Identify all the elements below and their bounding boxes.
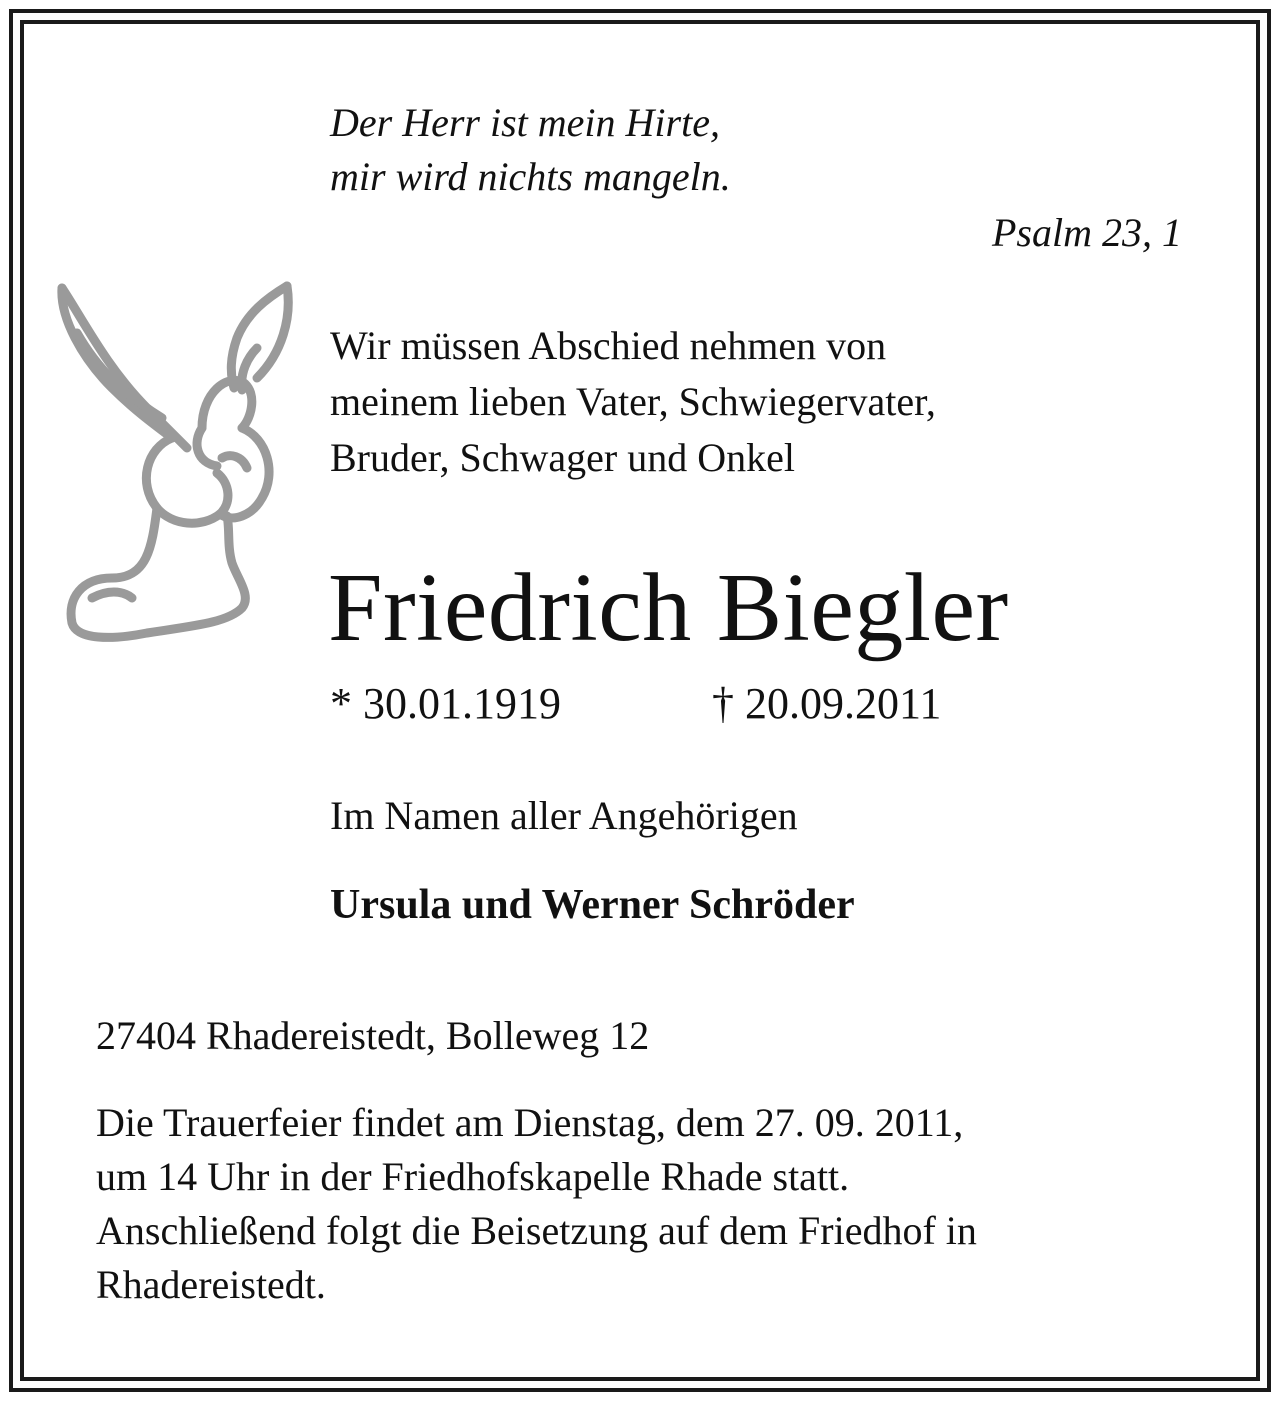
birth-date: * 30.01.1919 xyxy=(330,679,561,728)
psalm-quote: Der Herr ist mein Hirte, mir wird nichts mangeln. xyxy=(330,100,731,199)
deceased-name: Friedrich Biegler xyxy=(328,554,1009,662)
family-names: Ursula und Werner Schröder xyxy=(330,882,855,928)
death-date: † 20.09.2011 xyxy=(712,679,942,728)
psalm-reference: Psalm 23, 1 xyxy=(992,210,1182,255)
funeral-notice: Die Trauerfeier findet am Dienstag, dem 27. 09. 2011, um 14 Uhr in der Friedhofskapelle Rhade statt. Anschließend folgt die Beisetzung auf dem Friedhof in Rhadereistedt. xyxy=(96,1100,977,1307)
farewell-intro: Wir müssen Abschied nehmen von meinem lieben Vater, Schwiegervater, Bruder, Schwager und Onkel xyxy=(330,323,936,480)
on-behalf-line: Im Namen aller Angehörigen xyxy=(330,793,798,838)
address-line: 27404 Rhadereistedt, Bolleweg 12 xyxy=(96,1013,650,1058)
angel-icon xyxy=(52,278,297,648)
